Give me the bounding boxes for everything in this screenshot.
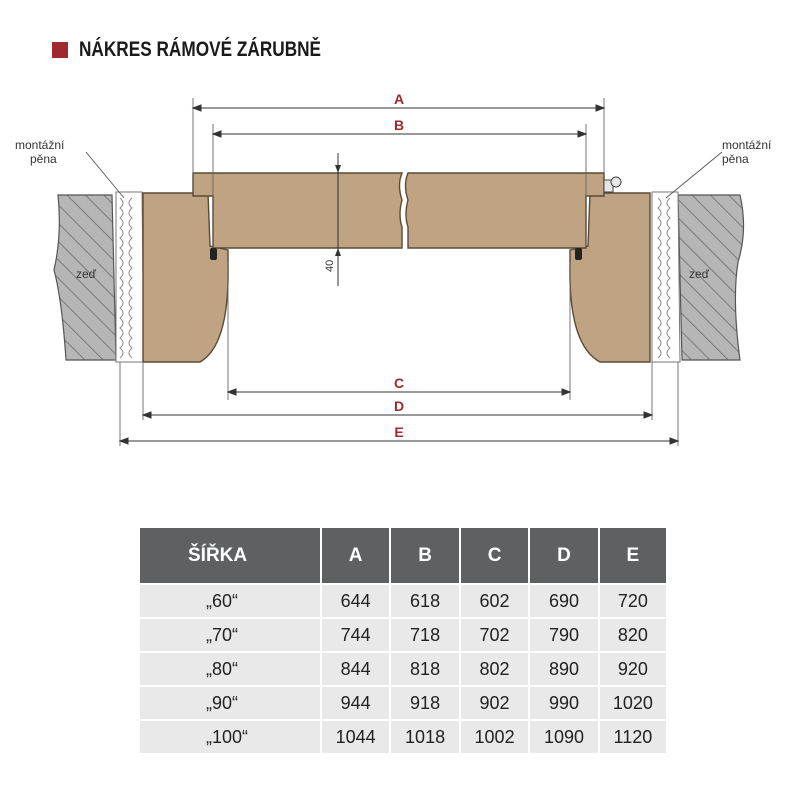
table-header-row	[140, 528, 666, 583]
cell: 820	[600, 617, 666, 651]
cell: „80“	[140, 651, 322, 685]
cell: 618	[391, 583, 460, 617]
page-title: NÁKRES RÁMOVÉ ZÁRUBNĚ	[79, 38, 322, 61]
right-seal	[575, 248, 582, 260]
cell: 644	[322, 583, 391, 617]
cell: 944	[322, 685, 391, 719]
foam-label-left-2: pěna	[30, 152, 57, 166]
header-e: E	[600, 528, 666, 583]
foam-label-right-2: pěna	[722, 152, 749, 166]
foam-leader-right	[666, 152, 722, 198]
hinge-icon	[604, 177, 621, 192]
dimensions-table	[140, 528, 666, 753]
foam-label-right-1: montážní	[722, 138, 772, 152]
cell: 602	[461, 583, 530, 617]
dim-label-d: D	[393, 398, 405, 414]
cell: 890	[530, 651, 599, 685]
foam-leader-left	[86, 152, 124, 198]
table-row	[140, 719, 666, 753]
header-d: D	[530, 528, 599, 583]
cell: 990	[530, 685, 599, 719]
cell: 844	[322, 651, 391, 685]
cell: 1002	[461, 719, 530, 753]
dim-label-a: A	[393, 91, 405, 107]
cell: 720	[600, 583, 666, 617]
cell: „90“	[140, 685, 322, 719]
cell: 1020	[600, 685, 666, 719]
cell: „70“	[140, 617, 322, 651]
right-wall	[678, 195, 744, 360]
left-seal	[210, 248, 217, 260]
cell: 902	[461, 685, 530, 719]
wall-label-right: zeď	[689, 267, 710, 281]
cell: 702	[461, 617, 530, 651]
header-b: B	[391, 528, 460, 583]
foam-label-left-1: montážní	[15, 138, 65, 152]
header-a: A	[322, 528, 391, 583]
header-c: C	[461, 528, 530, 583]
cell: 920	[600, 651, 666, 685]
cell: 918	[391, 685, 460, 719]
table-row	[140, 583, 666, 617]
thickness-label: 40	[324, 259, 336, 272]
table-row	[140, 651, 666, 685]
cell: „60“	[140, 583, 322, 617]
header-sirka: ŠÍŘKA	[140, 528, 322, 583]
cell: 1044	[322, 719, 391, 753]
cell: 1018	[391, 719, 460, 753]
table-row	[140, 617, 666, 651]
door-leaf-left	[193, 173, 402, 248]
cell: 1120	[600, 719, 666, 753]
cell: 690	[530, 583, 599, 617]
cell: 1090	[530, 719, 599, 753]
cell: 790	[530, 617, 599, 651]
cell: „100“	[140, 719, 322, 753]
left-foam	[116, 192, 144, 362]
dim-label-b: B	[393, 117, 405, 133]
dimension-letters	[394, 91, 404, 440]
right-foam	[652, 192, 680, 362]
cell: 802	[461, 651, 530, 685]
dim-label-c: C	[393, 375, 405, 391]
cell: 744	[322, 617, 391, 651]
cell: 718	[391, 617, 460, 651]
wall-label-left: zeď	[76, 267, 97, 281]
table-row	[140, 685, 666, 719]
dim-label-e: E	[394, 424, 404, 440]
foam-callouts	[15, 138, 772, 166]
door-leaf-right	[406, 173, 605, 248]
cell: 818	[391, 651, 460, 685]
